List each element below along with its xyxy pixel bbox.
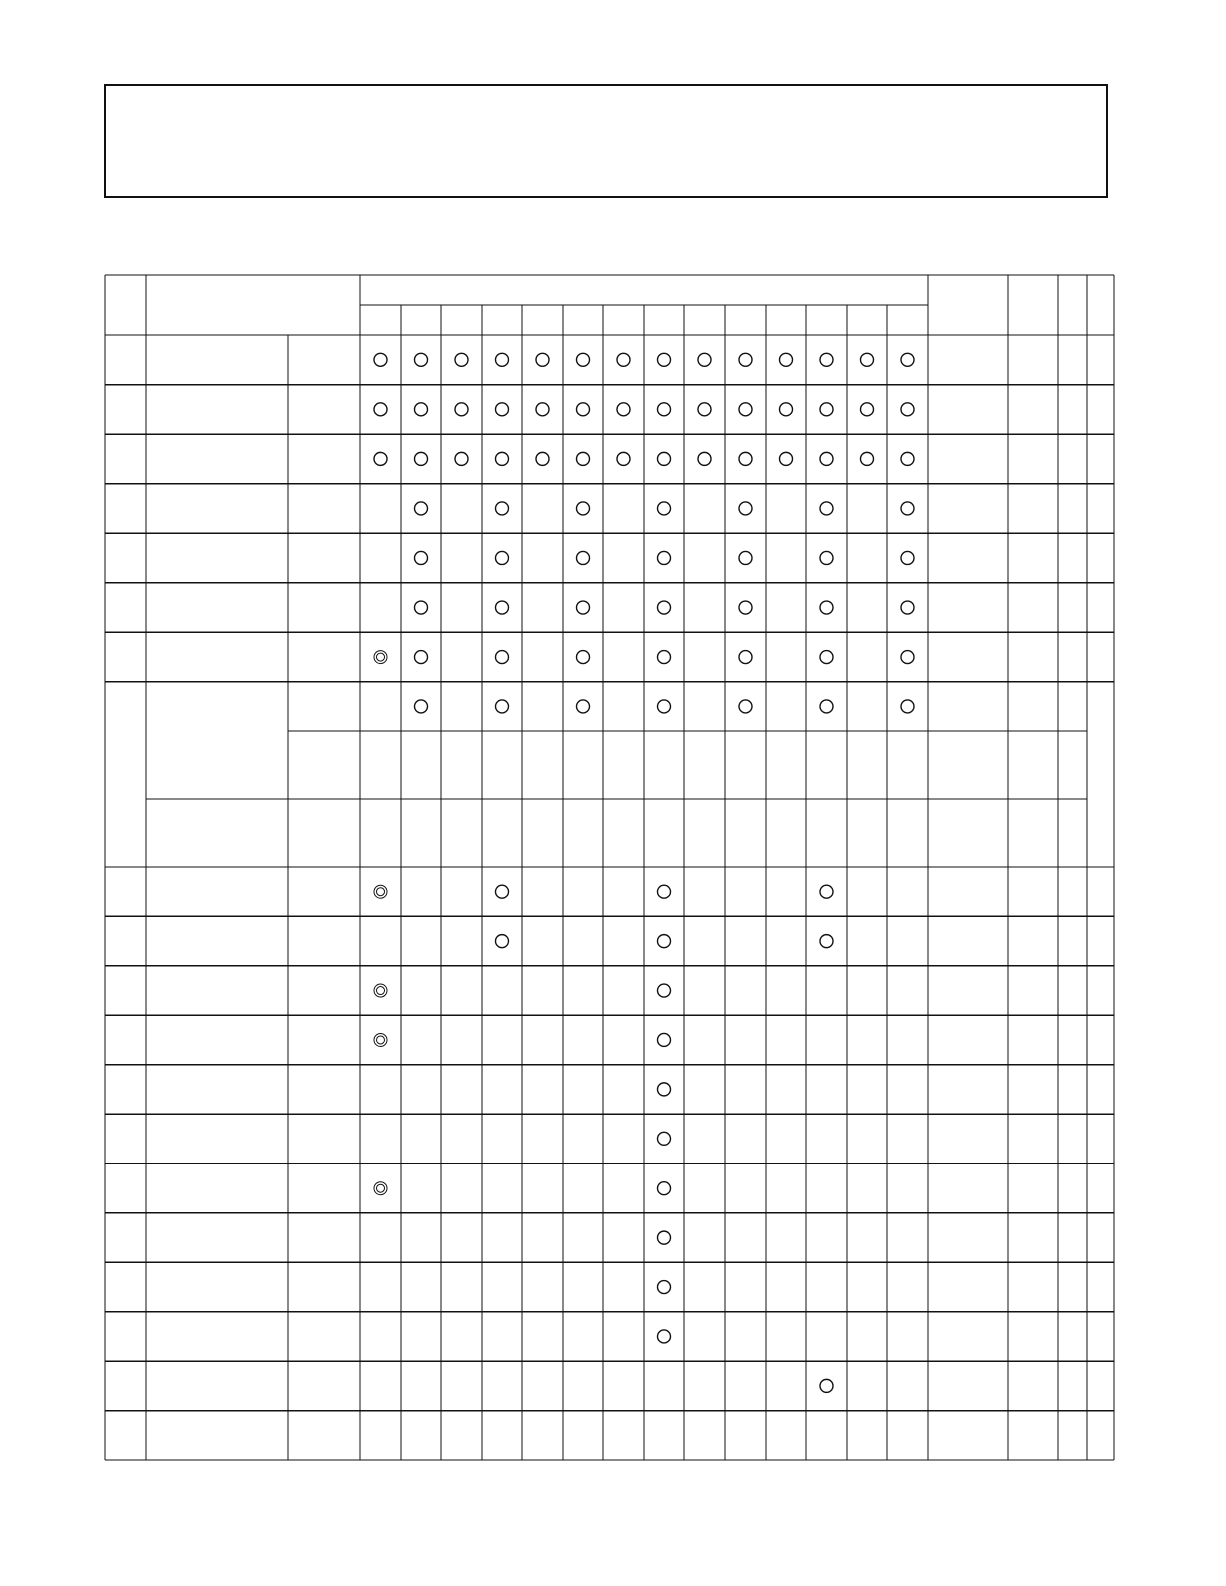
circle-mark (617, 403, 630, 416)
circle-mark (415, 700, 428, 713)
circle-mark (820, 1379, 833, 1392)
circle-mark (780, 353, 793, 366)
circle-mark (658, 885, 671, 898)
circle-mark (658, 651, 671, 664)
circle-mark (496, 885, 509, 898)
circle-mark (496, 551, 509, 564)
circle-mark (496, 700, 509, 713)
circle-mark (820, 885, 833, 898)
circle-mark (739, 601, 752, 614)
circle-mark (658, 1083, 671, 1096)
circle-mark (496, 502, 509, 515)
circle-mark (415, 353, 428, 366)
circle-mark (658, 502, 671, 515)
circle-mark (496, 935, 509, 948)
circle-mark (658, 403, 671, 416)
circle-mark (820, 935, 833, 948)
circle-mark (577, 353, 590, 366)
circle-mark (658, 935, 671, 948)
circle-mark (739, 700, 752, 713)
circle-mark (577, 700, 590, 713)
circle-mark (496, 403, 509, 416)
circle-mark (415, 551, 428, 564)
circle-mark (496, 601, 509, 614)
circle-mark (901, 353, 914, 366)
circle-mark (739, 651, 752, 664)
circle-mark (658, 984, 671, 997)
circle-mark (901, 551, 914, 564)
circle-mark (577, 502, 590, 515)
circle-mark (698, 452, 711, 465)
circle-mark (901, 502, 914, 515)
circle-mark (861, 403, 874, 416)
circle-mark (577, 452, 590, 465)
circle-mark (455, 452, 468, 465)
double-circle-mark (374, 1182, 387, 1195)
circle-mark (658, 1132, 671, 1145)
circle-mark (455, 353, 468, 366)
circle-mark (901, 601, 914, 614)
circle-mark (820, 551, 833, 564)
circle-mark (739, 502, 752, 515)
circle-mark (617, 353, 630, 366)
circle-mark (739, 403, 752, 416)
double-circle-mark (374, 651, 387, 664)
circle-mark (739, 551, 752, 564)
circle-mark (415, 403, 428, 416)
circle-mark (658, 353, 671, 366)
circle-mark (374, 403, 387, 416)
circle-mark (658, 1231, 671, 1244)
circle-mark (374, 353, 387, 366)
circle-mark (415, 651, 428, 664)
circle-mark (496, 651, 509, 664)
circle-mark (780, 452, 793, 465)
circle-mark (577, 551, 590, 564)
circle-mark (658, 700, 671, 713)
circle-mark (901, 403, 914, 416)
circle-mark (577, 651, 590, 664)
circle-mark (658, 551, 671, 564)
circle-mark (820, 403, 833, 416)
circle-mark (536, 403, 549, 416)
circle-mark (536, 353, 549, 366)
circle-mark (374, 452, 387, 465)
circle-mark (820, 651, 833, 664)
circle-mark (577, 601, 590, 614)
double-circle-mark (374, 1033, 387, 1046)
circle-mark (780, 403, 793, 416)
circle-mark (536, 452, 549, 465)
circle-mark (415, 452, 428, 465)
circle-mark (658, 601, 671, 614)
circle-mark (820, 601, 833, 614)
circle-mark (739, 353, 752, 366)
circle-mark (861, 452, 874, 465)
circle-mark (496, 353, 509, 366)
circle-mark (577, 403, 590, 416)
circle-mark (658, 1033, 671, 1046)
double-circle-mark (374, 984, 387, 997)
circle-mark (820, 502, 833, 515)
circle-mark (698, 403, 711, 416)
circle-mark (455, 403, 468, 416)
circle-mark (739, 452, 752, 465)
circle-mark (901, 651, 914, 664)
circle-mark (415, 601, 428, 614)
circle-mark (820, 353, 833, 366)
double-circle-mark (374, 885, 387, 898)
circle-mark (658, 1182, 671, 1195)
circle-mark (658, 1281, 671, 1294)
circle-mark (658, 452, 671, 465)
circle-mark (820, 452, 833, 465)
circle-mark (658, 1330, 671, 1343)
title-box (105, 85, 1107, 197)
circle-mark (901, 452, 914, 465)
circle-mark (415, 502, 428, 515)
circle-mark (698, 353, 711, 366)
circle-mark (820, 700, 833, 713)
circle-mark (617, 452, 630, 465)
circle-mark (496, 452, 509, 465)
circle-mark (901, 700, 914, 713)
circle-mark (861, 353, 874, 366)
